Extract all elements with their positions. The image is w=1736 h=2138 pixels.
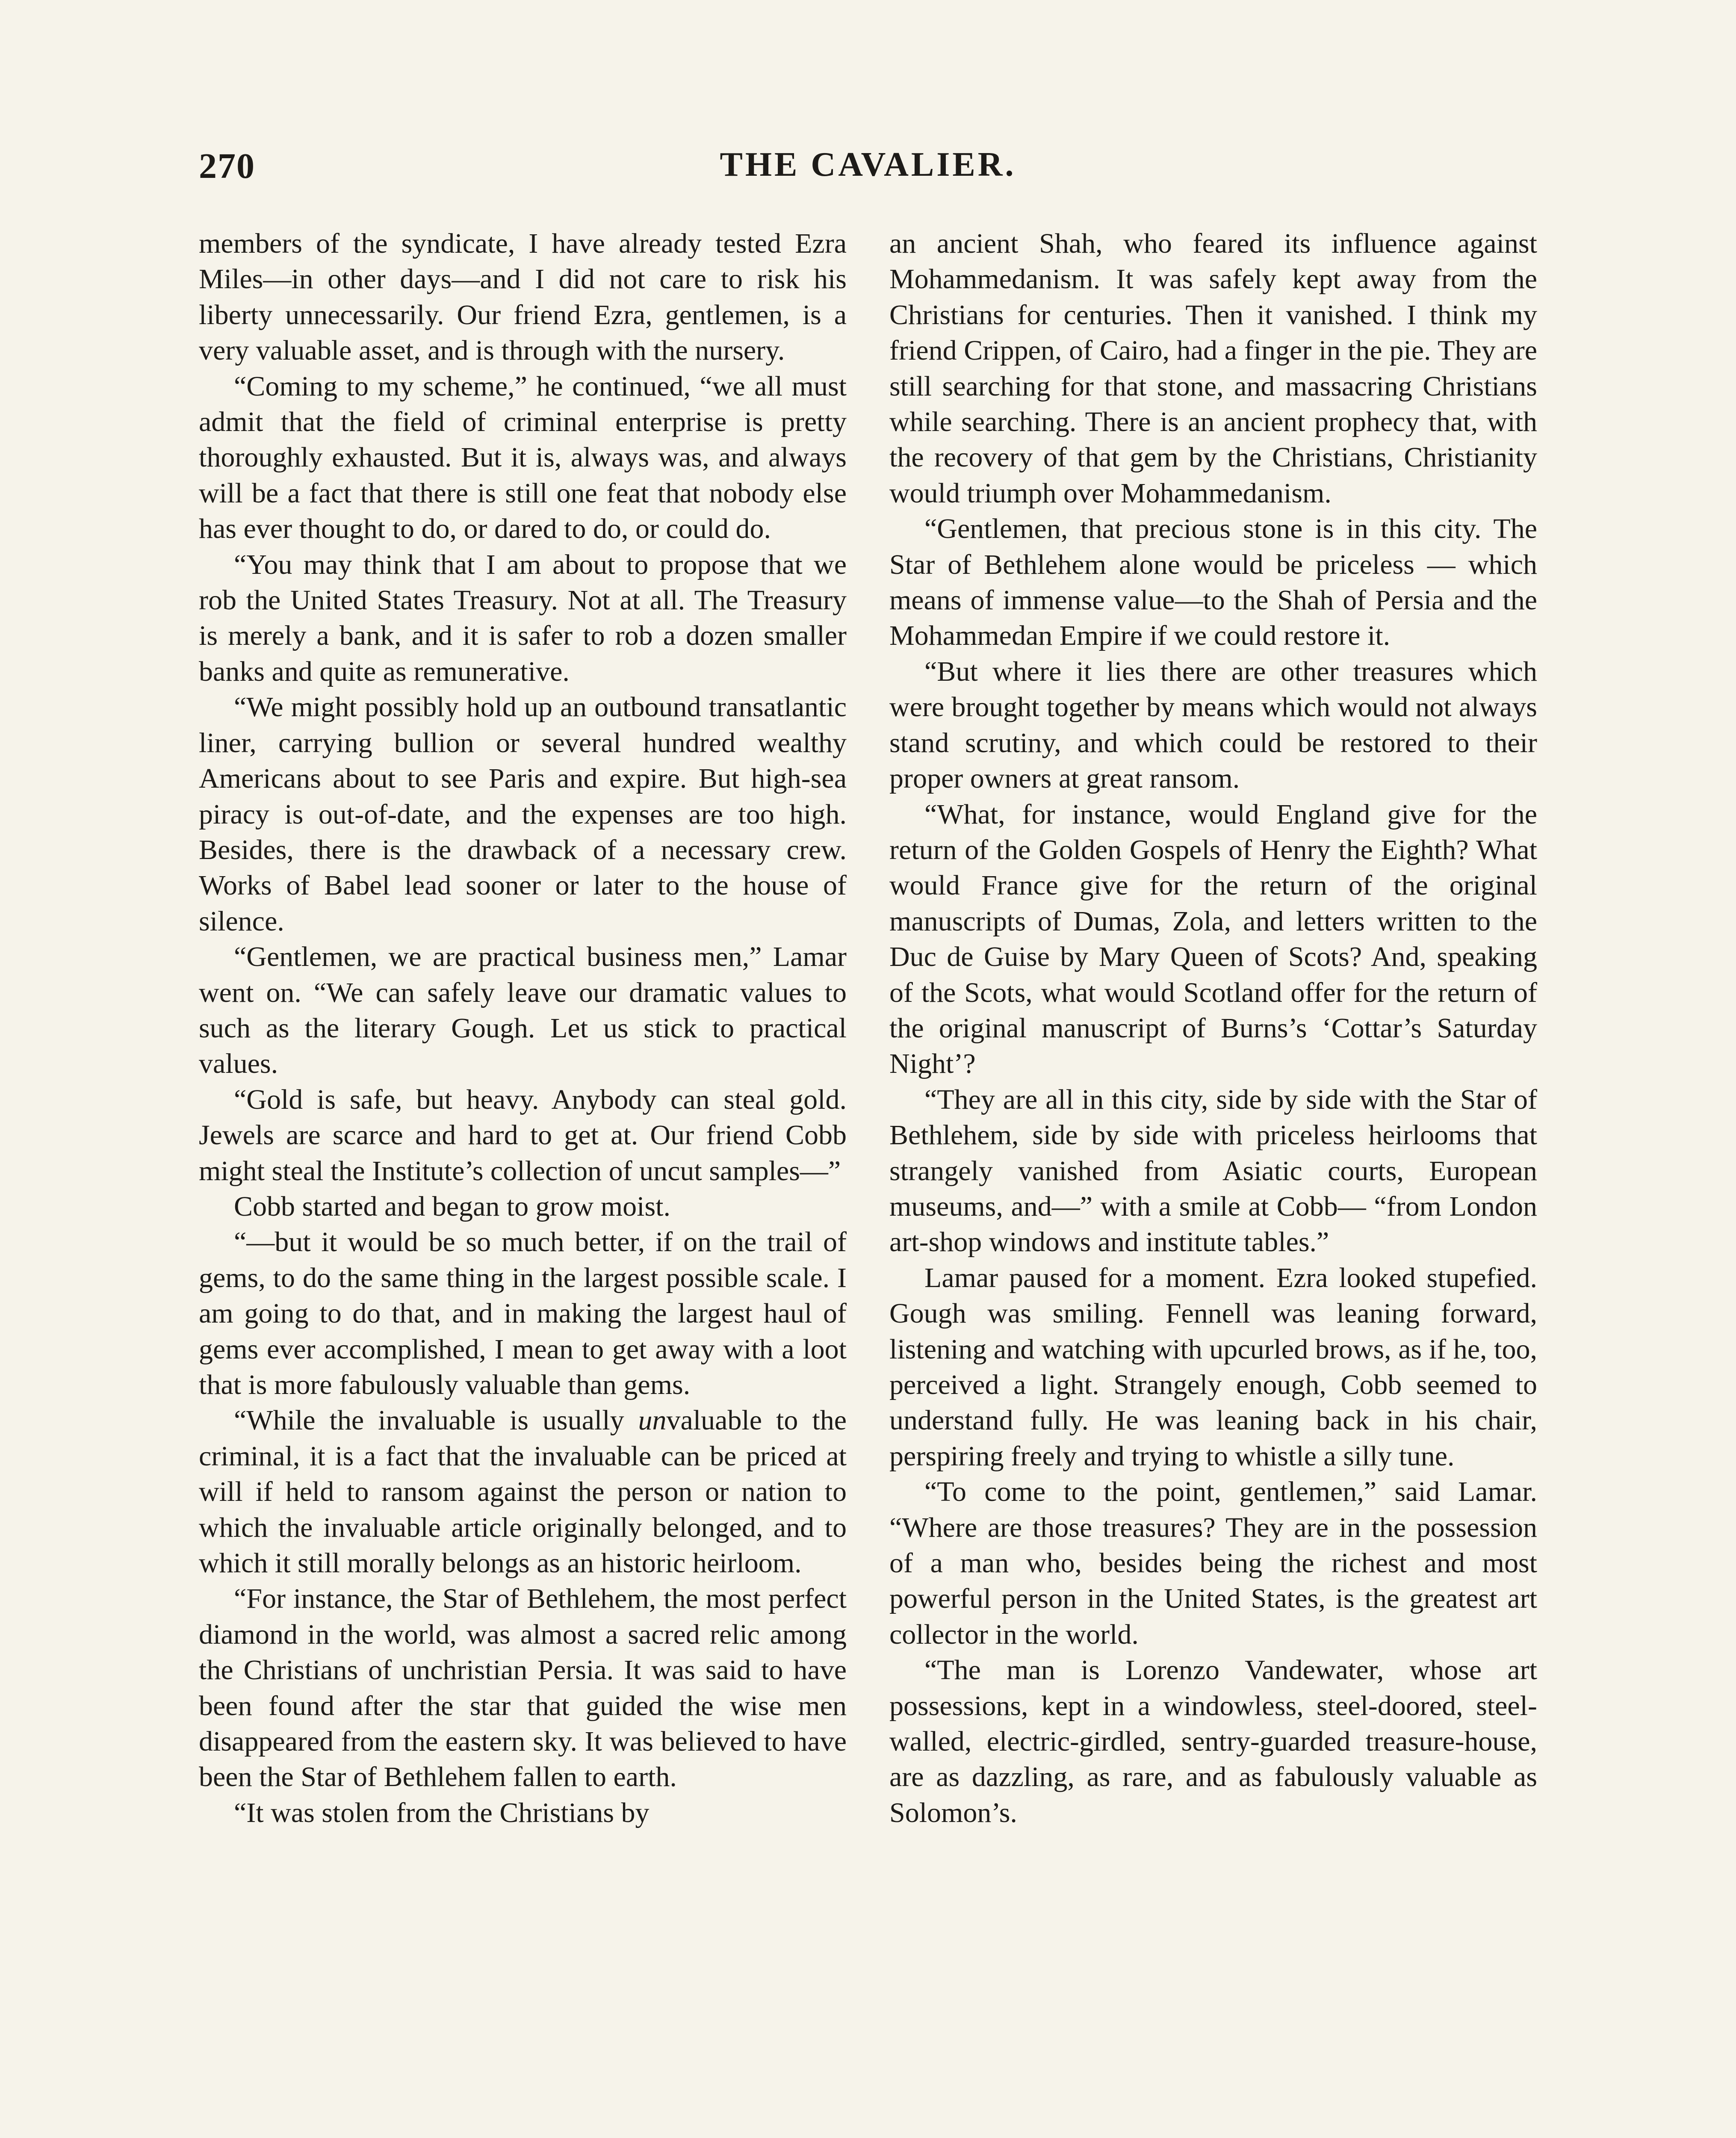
emphasis: un [638,1405,667,1436]
paragraph: “Gentlemen, we are practical business men,” Lamar went on. “We can safely leave our dramatic values to such as the literary Gough. Let us stick to practical values. [199,941,847,1080]
paragraph-with-emphasis [199,1403,847,1581]
paragraph: “You may think that I am about to propose that we rob the United States Treasury. Not at all. The Treasury is merely a bank, and it is safer to rob a dozen smaller banks and quite as remunerative. [199,549,847,687]
paragraph: “Gold is safe, but heavy. Anybody can steal gold. Jewels are scarce and hard to get at. Our friend Cobb might steal the Institute’s collection of uncut samples—” [199,1084,847,1187]
paragraph: Lamar paused for a moment. Ezra looked stupefied. Gough was smiling. Fennell was leaning forward, listening and watching with upcurled brows, as if he, too, perceived a light. Strangely enough, Cobb seemed to understand fully. He was leaning back in his chair, perspiring freely and trying to whistle a silly tune. [889,1262,1537,1472]
paragraph: “To come to the point, gentlemen,” said Lamar. “Where are those treasures? They are in the possession of a man who, besides being the richest and most powerful person in the United States, is the greatest art collector in the world. [889,1476,1537,1650]
paragraph: “Gentlemen, that precious stone is in this city. The Star of Bethlehem alone would be priceless — which means of immense value—to the Shah of Persia and the Mohammedan Empire if we could restore it. [889,513,1537,652]
paragraph: “—but it would be so much better, if on the trail of gems, to do the same thing in the largest possible scale. I am going to do that, and in making the largest haul of gems ever accomplished, I mean to get away with a loot that is more fabulously valuable than gems. [199,1226,847,1400]
paragraph-rest: valuable to the criminal, it is a fact that the invaluable can be priced at will if held to ransom against the person or nation to which the invaluable article originally belonged, and to which it still morally belongs as an historic heirloom. [199,1405,847,1579]
paragraph: “Coming to my scheme,” he continued, “we all must admit that the field of criminal enterprise is pretty thoroughly exhausted. But it is, always was, and always will be a fact that there is still one feat that nobody else has ever thought to do, or dared to do, or could do. [199,370,847,545]
paragraph: “It was stolen from the Christians by [234,1797,650,1828]
paragraph: members of the syndicate, I have already tested Ezra Miles—in other days—and I did not care to risk his liberty unnecessarily. Our friend Ezra, gentlemen, is a very valuable asset, and is through with the nursery. [199,228,847,366]
paragraph: “What, for instance, would England give for the return of the Golden Gospels of Henry the Eighth? What would France give for the return of the original manuscripts of Dumas, Zola, and letters written to the Duc de Guise by Mary Queen of Scots? And, speaking of the Scots, what would Scotland offer for the return of the original manuscript of Burns’s ‘Cottar’s Saturday Night’? [889,798,1537,1080]
running-head: THE CAVALIER. [720,146,1016,183]
page-header [199,145,1537,197]
paragraph: “They are all in this city, side by side with the Star of Bethlehem, side by side with priceless heirlooms that strangely vanished from Asiatic courts, European museums, and—” with a smile at Cobb— “from London art-shop windows and institute tables.” [889,1084,1537,1258]
page-number: 270 [199,146,255,186]
left-column [199,226,847,1831]
paragraph: “The man is Lorenzo Vandewater, whose art possessions, kept in a windowless, steel-doored, steel-walled, electric-girdled, sentry-guarded treasure-house, are as dazzling, as rare, and as fabulously valuable as Solomon’s. [889,1654,1537,1828]
paragraph: an ancient Shah, who feared its influence against Mohammedanism. It was safely kept away from the Christians for centuries. Then it vanished. I think my friend Crippen, of Cairo, had a finger in the pie. They are still searching for that stone, and massacring Christians while searching. There is an ancient prophecy that, with the recovery of that gem by the Christians, Christianity would triumph over Mohammedanism. [889,228,1537,509]
paragraph: “But where it lies there are other treasures which were brought together by means which would not always stand scrutiny, and which could be restored to their proper owners at great ransom. [889,656,1537,794]
paragraph: “We might possibly hold up an outbound transatlantic liner, carrying bullion or several hundred wealthy Americans about to see Paris and expire. But high-sea piracy is out-of-date, and the expenses are too high. Besides, there is the drawback of a necessary crew. Works of Babel lead sooner or later to the house of silence. [199,691,847,937]
paragraph: Cobb started and began to grow moist. [234,1190,671,1222]
paragraph-lead: “While the invaluable is usually [234,1405,638,1436]
right-column [889,226,1537,1831]
paragraph: “For instance, the Star of Bethlehem, the most perfect diamond in the world, was almost a sacred relic among the Christians of unchristian Persia. It was said to have been found after the star that guided the wise men disappeared from the eastern sky. It was believed to have been the Star of Bethlehem fallen to earth. [199,1583,847,1793]
